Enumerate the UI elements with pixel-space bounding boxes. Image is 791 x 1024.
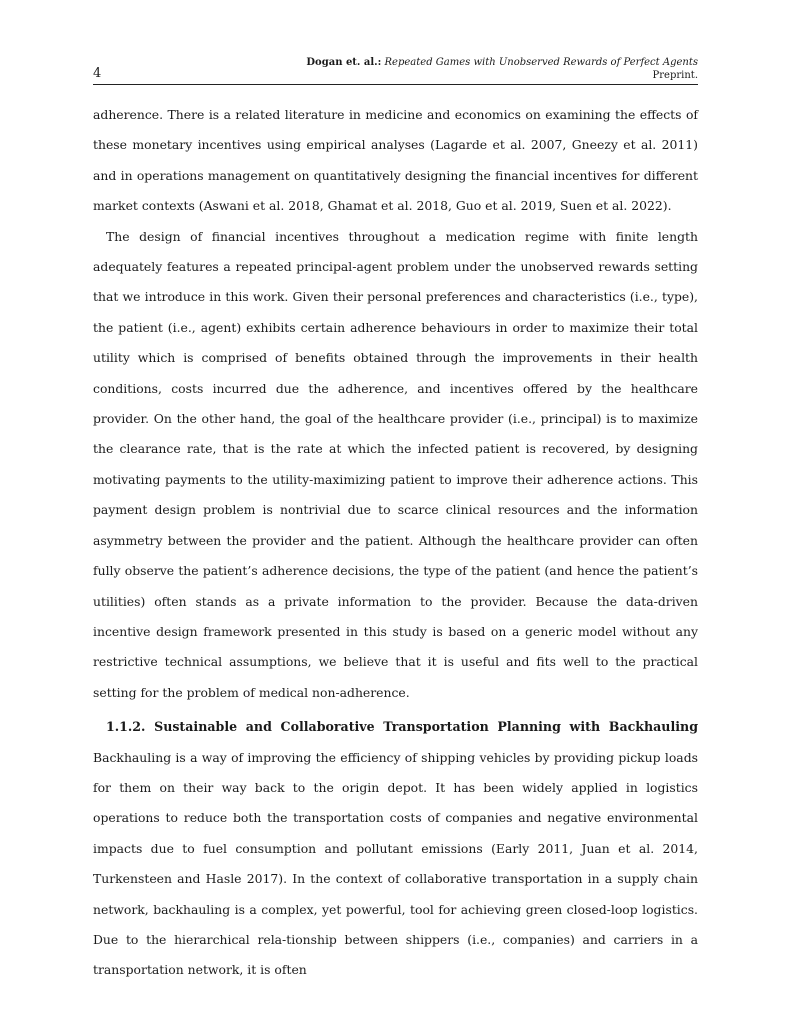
running-title-line — [306, 56, 698, 69]
paragraph-3: Backhauling is a way of improving the efficiency of shipping vehicles by providing pickup loads for them on their way back to the origin depot. It has been widely applied in logistics operations to reduce both the transportation costs of companies and negative environmental impacts due to fuel consumption and pollutant emissions (Early 2011, Juan et al. 2014, Turkensteen and Hasle 2017). In the context of collaborative transportation in a supply chain network, backhauling is a complex, yet powerful, tool for achieving green closed-loop logistics. Due to the hierarchical rela-tionship between shippers (i.e., companies) and carriers in a transportation network, it is often — [93, 749, 698, 978]
preprint-label: Preprint. — [652, 70, 698, 81]
section-heading: 1.1.2. Sustainable and Collaborative Transportation Planning with Backhauling — [106, 719, 698, 735]
page-number: 4 — [93, 66, 102, 81]
paragraph-2: The design of financial incentives throughout a medication regime with finite length adequately features a repeated principal-agent problem under the unobserved rewards setting that we introduce in this work. Given their personal preferences and characteristics (i.e., type), the patient (i.e., agent) exhibits certain adherence behaviours in order to maximize their total utility which is comprised of benefits obtained through the improvements in their health conditions, costs incurred due the adherence, and incentives offered by the healthcare provider. On the other hand, the goal of the healthcare provider (i.e., principal) is to maximize the clearance rate, that is the rate at which the infected patient is recovered, by designing motivating payments to the utility-maximizing patient to improve their adherence actions. This payment design problem is nontrivial due to scarce clinical resources and the information asymmetry between the provider and the patient. Although the healthcare provider can often fully observe the patient’s adherence decisions, the type of the patient (and hence the patient’s utilities) often stands as a private information to the provider. Because the data-driven incentive design framework presented in this study is based on a generic model without any restrictive technical assumptions, we believe that it is useful and fits well to the practical setting for the problem of medical non-adherence. — [93, 228, 698, 700]
running-head — [306, 56, 698, 82]
running-authors: Dogan et. al.: — [306, 57, 382, 68]
running-header — [93, 56, 698, 85]
running-title: Repeated Games with Unobserved Rewards of Perfect Agents — [384, 57, 698, 68]
body-text — [93, 100, 698, 986]
paragraph-1: adherence. There is a related literature in medicine and economics on examining the effects of these monetary incentives using empirical analyses (Lagarde et al. 2007, Gneezy et al. 2011) and in operations management on quantitatively designing the financial incentives for different market contexts (Aswani et al. 2018, Ghamat et al. 2018, Guo et al. 2019, Suen et al. 2022). — [93, 107, 698, 214]
